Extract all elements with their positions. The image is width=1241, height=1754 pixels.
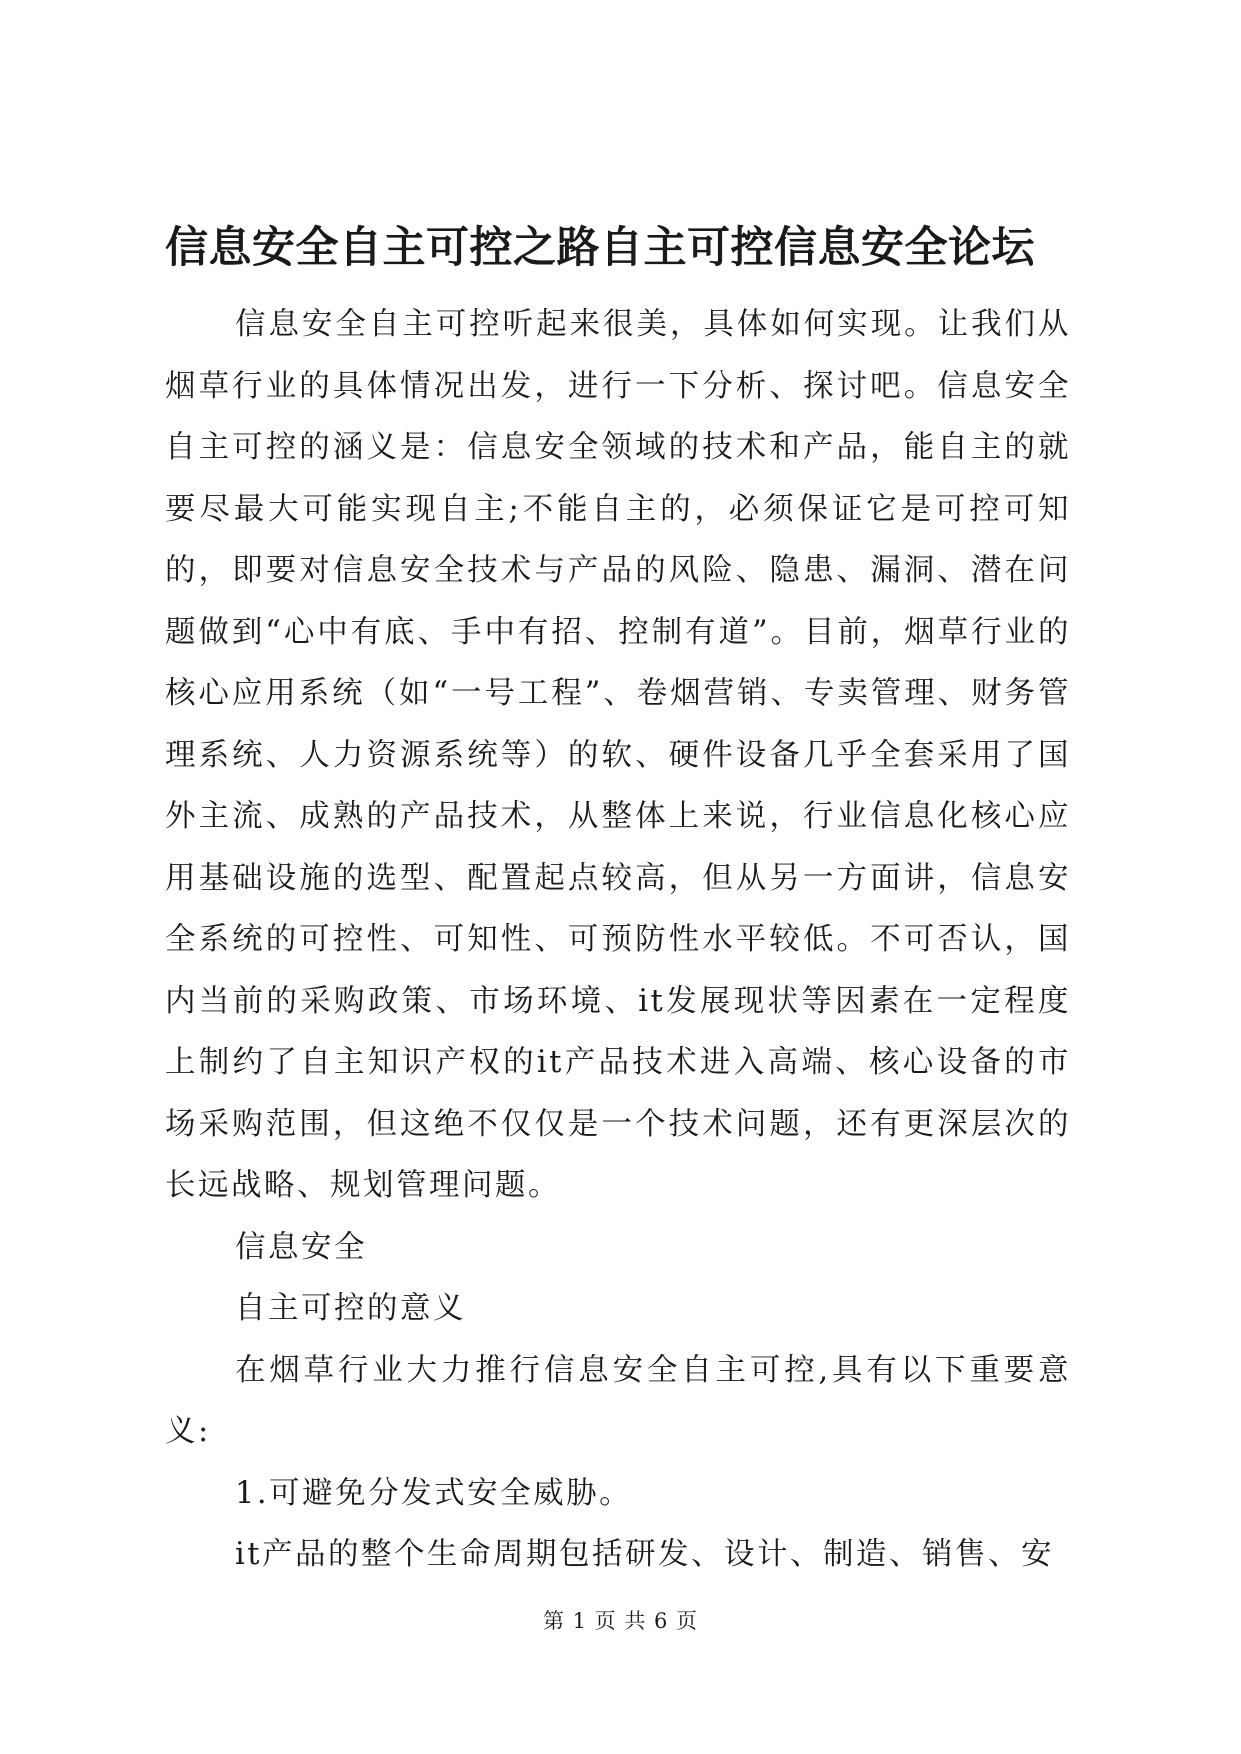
paragraph-heading-meaning: 自主可控的意义	[235, 1291, 466, 1326]
document-body	[165, 294, 1071, 1586]
paragraph-significance: 在烟草行业大力推行信息安全自主可控,具有以下重要意义:	[165, 1352, 1071, 1449]
paragraph-point-1: 1.可避免分发式安全威胁。	[235, 1475, 633, 1511]
paragraph-heading-security: 信息安全	[235, 1229, 367, 1265]
paragraph-lifecycle: it产品的整个生命周期包括研发、设计、制造、销售、安	[235, 1537, 1055, 1572]
paragraph-intro: 信息安全自主可控听起来很美，具体如何实现。让我们从烟草行业的具体情况出发，进行一下分析、探讨吧。信息安全自主可控的涵义是：信息安全领域的技术和产品，能自主的就要尽最大可能实现自主;不能自主的，必须保证它是可控可知的，即要对信息安全技术与产品的风险、隐患、漏洞、潜在问题做到“心中有底、手中有招、控制有道”。目前，烟草行业的核心应用系统（如“一号工程”、卷烟营销、专卖管理、财务管理系统、人力资源系统等）的软、硬件设备几乎全套采用了国外主流、成熟的产品技术，从整体上来说，行业信息化核心应用基础设施的选型、配置起点较高，但从另一方面讲，信息安全系统的可控性、可知性、可预防性水平较低。不可否认，国内当前的采购政策、市场环境、it发展现状等因素在一定程度上制约了自主知识产权的it产品技术进入高端、核心设备的市场采购范围，但这绝不仅仅是一个技术问题，还有更深层次的长远战略、规划管理问题。	[165, 307, 1071, 1203]
page-footer: 第 1 页 共 6 页	[542, 1609, 699, 1633]
document-title: 信息安全自主可控之路自主可控信息安全论坛	[165, 223, 1035, 273]
